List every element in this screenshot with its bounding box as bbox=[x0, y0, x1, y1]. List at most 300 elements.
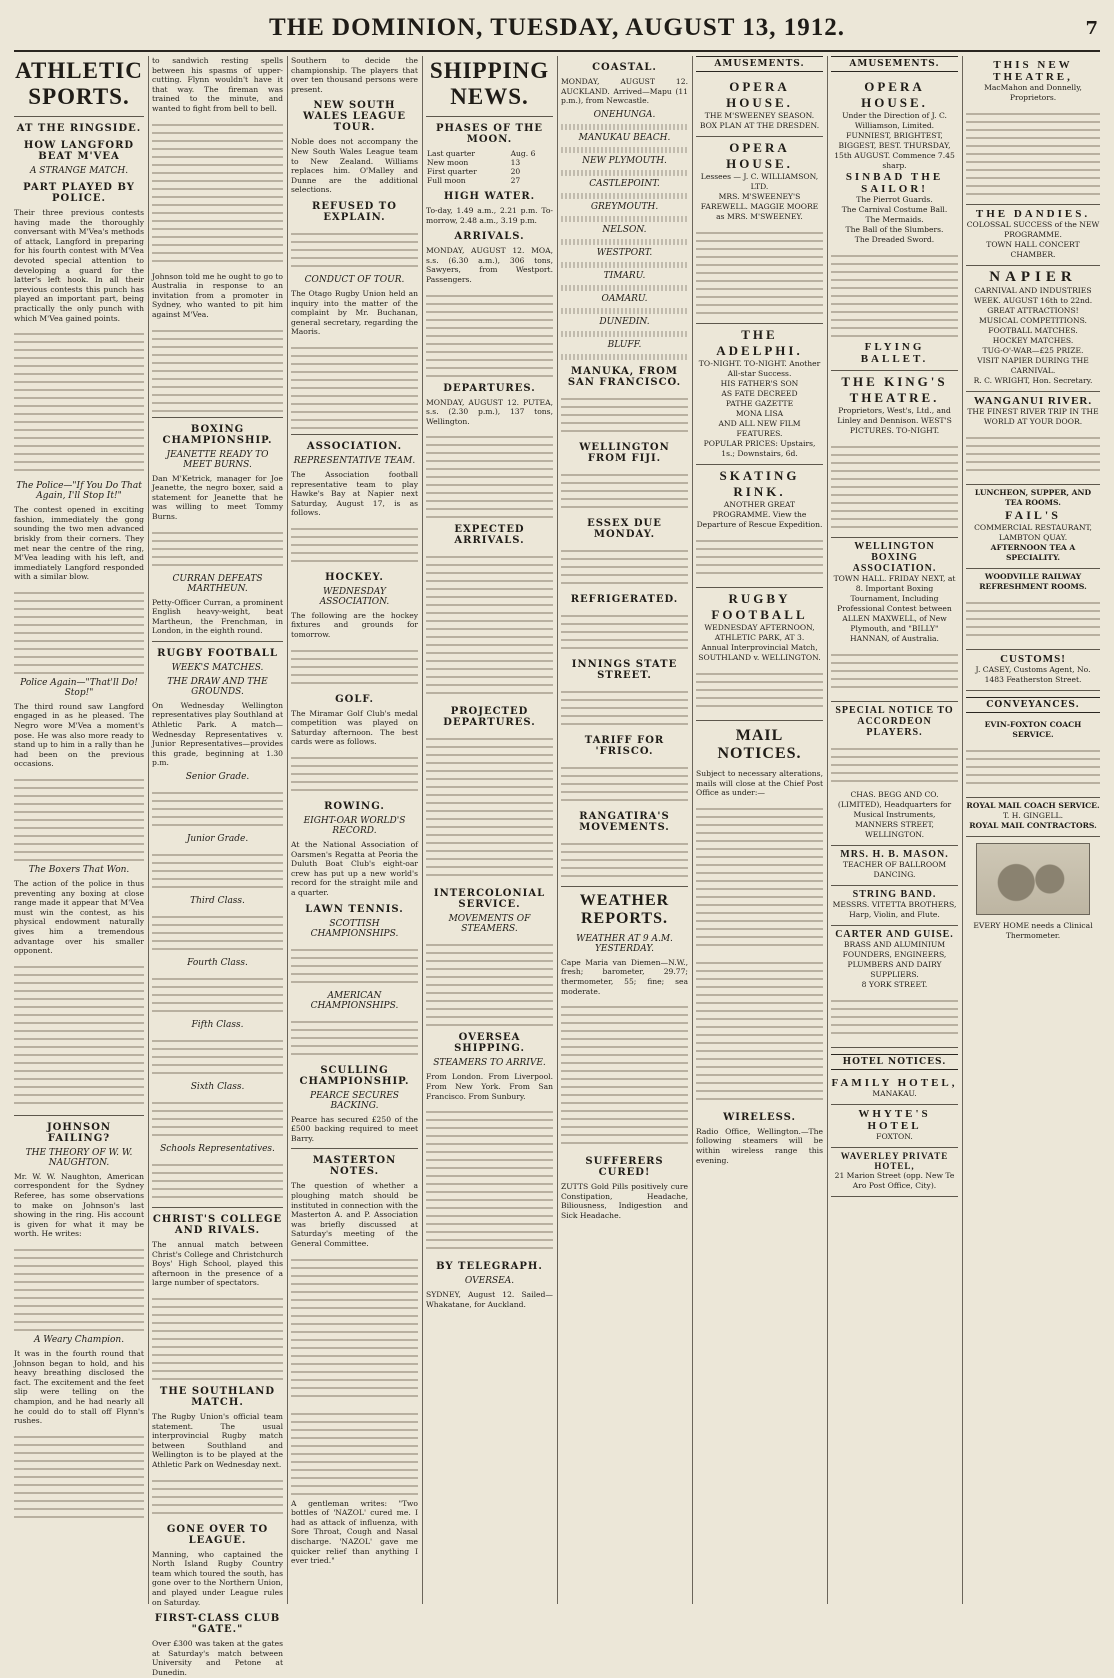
advert-title: THE DANDIES. bbox=[975, 208, 1091, 220]
film-title: MONA LISA bbox=[735, 409, 784, 418]
advert-title: FAMILY HOTEL, bbox=[831, 1077, 958, 1089]
text-block bbox=[291, 341, 418, 429]
text-line bbox=[561, 354, 688, 360]
column-amusements-2 bbox=[831, 56, 958, 1604]
advert-title: WELLINGTON BOXING ASSOCIATION. bbox=[852, 541, 937, 574]
advert-text: MESSRS. VITETTA BROTHERS, Harp, Violin, and Flute. bbox=[832, 900, 957, 919]
text-block bbox=[14, 586, 144, 674]
column-shipping bbox=[426, 56, 553, 1604]
section-header: CONVEYANCES. bbox=[966, 697, 1100, 713]
subheading: The Police—"If You Do That Again, I'll Stop It!" bbox=[16, 481, 142, 502]
advert-text: WEDNESDAY AFTERNOON, ATHLETIC PARK, AT 3. bbox=[704, 623, 815, 642]
advert-text: THE M'SWEENEY SEASON. bbox=[704, 111, 815, 120]
text-block bbox=[561, 1000, 688, 1150]
column-coastal-weather bbox=[561, 56, 688, 1604]
text-block bbox=[561, 685, 688, 729]
text-line bbox=[561, 170, 688, 176]
grade-heading: Junior Grade. bbox=[186, 834, 249, 845]
divider bbox=[291, 434, 418, 435]
advert-title: FAIL'S bbox=[1005, 508, 1061, 522]
text-block bbox=[966, 431, 1100, 475]
scene-item: The Pierrot Guards. bbox=[856, 195, 933, 204]
text-line bbox=[561, 331, 688, 337]
port-heading: TIMARU. bbox=[603, 270, 646, 281]
text-block bbox=[152, 324, 283, 412]
advert-text: MacMahon and Donnelly, Proprietors. bbox=[984, 83, 1082, 102]
subheading: HOCKEY. bbox=[325, 571, 384, 583]
subheading: BY TELEGRAPH. bbox=[436, 1261, 543, 1273]
amusements-header: AMUSEMENTS. bbox=[831, 56, 958, 72]
section-header: HOTEL NOTICES. bbox=[831, 1054, 958, 1070]
divider bbox=[291, 1148, 418, 1149]
text-block bbox=[291, 943, 418, 987]
advert-title: EVIN-FOXTON COACH SERVICE. bbox=[984, 720, 1082, 739]
subheading: LAWN TENNIS. bbox=[305, 903, 404, 915]
divider bbox=[426, 116, 553, 117]
text-line bbox=[561, 262, 688, 268]
article-text: The action of the police in thus preventing any boxing at close range made it appear that M'Vea must win the contest, as his physical endowment naturally gives him a tremendous advantage over his smaller opponent. bbox=[14, 879, 144, 956]
article-text: The third round saw Langford engaged in as he pleased. The Negro wore M'Vea a moment's pose. He was also more ready to stand up to him in a rally than he had been on the previous occasions. bbox=[14, 701, 144, 769]
subheading: WIRELESS. bbox=[723, 1111, 796, 1123]
subheading: OVERSEA SHIPPING. bbox=[454, 1032, 525, 1055]
article-text: Radio Office, Wellington.—The following steamers will be within wireless range this evening. bbox=[696, 1126, 823, 1165]
text-block bbox=[152, 1096, 283, 1140]
text-block bbox=[426, 430, 553, 518]
scene-item: The Mermaids. bbox=[865, 215, 924, 224]
divider bbox=[14, 116, 144, 117]
subheading: COASTAL. bbox=[592, 62, 657, 73]
show-title: SINBAD THE SAILOR! bbox=[845, 171, 944, 195]
article-text: Over £300 was taken at the gates at Saturday's match between University and Petone at Dunedin. bbox=[152, 1639, 283, 1677]
table-row bbox=[426, 167, 553, 176]
subheading: EXPECTED ARRIVALS. bbox=[454, 524, 525, 547]
advert-text: J. CASEY, Customs Agent, No. 1483 Featherston Street. bbox=[975, 665, 1091, 684]
advert-opera-house-sinbad bbox=[831, 76, 958, 371]
scene-item: The Dreaded Sword. bbox=[854, 235, 935, 244]
grade-heading: Schools Representatives. bbox=[160, 1144, 275, 1155]
subheading: WEDNESDAY ASSOCIATION. bbox=[319, 586, 390, 607]
text-block bbox=[561, 544, 688, 588]
article-text: Manning, who captained the North Island Rugby Country team which toured the south, has gone over to the Northern Union, and played under League rules on Saturday. bbox=[152, 1549, 283, 1607]
scene-item: The Ball of the Slumbers. bbox=[845, 225, 944, 234]
advert-title: NAPIER bbox=[989, 269, 1077, 285]
grade-heading: Sixth Class. bbox=[190, 1082, 245, 1093]
subheading: NEW SOUTH WALES LEAGUE TOUR. bbox=[302, 100, 406, 134]
grade-heading: Third Class. bbox=[190, 896, 245, 907]
text-block bbox=[152, 526, 283, 570]
advert-text: 8 YORK STREET. bbox=[861, 980, 928, 989]
advert-text: BRASS AND ALUMINIUM FOUNDERS, ENGINEERS, PLUMBERS AND DAIRY SUPPLIERS. bbox=[842, 940, 947, 979]
table-cell: New moon bbox=[427, 158, 469, 167]
advert-title: WAVERLEY PRIVATE HOTEL, bbox=[840, 1151, 949, 1171]
table-cell: 27 bbox=[510, 176, 521, 185]
advert-title: WOODVILLE RAILWAY REFRESHMENT ROOMS. bbox=[979, 572, 1087, 591]
subheading: PHASES OF THE MOON. bbox=[435, 123, 544, 145]
subheading: SCULLING CHAMPIONSHIP. bbox=[299, 1064, 410, 1087]
text-line bbox=[561, 193, 688, 199]
column-rule bbox=[827, 56, 828, 1604]
text-block bbox=[14, 327, 144, 477]
advert-signature: R. C. WRIGHT, Hon. Secretary. bbox=[973, 376, 1093, 385]
article-text: to sandwich resting spells between his spasms of upper-cutting. Flynn wouldn't have it that way. The fireman was trained to the minute, and wanted to fight from bell to bell. bbox=[152, 56, 283, 113]
text-block bbox=[966, 596, 1100, 640]
page-number: 7 bbox=[1085, 18, 1098, 39]
advert-title: WANGANUI RIVER. bbox=[973, 395, 1093, 407]
advert-feature: FLYING BALLET. bbox=[860, 341, 929, 365]
text-block bbox=[831, 249, 958, 337]
advert-text: CHAS. BEGG AND CO. (LIMITED), Headquarters for Musical Instruments, MANNERS STREET, WELLINGTON. bbox=[837, 790, 952, 839]
advert-title: OPERA HOUSE. bbox=[726, 79, 793, 110]
advert-text: TEACHER OF BALLROOM DANCING. bbox=[842, 860, 947, 879]
advert-string-band bbox=[831, 886, 958, 926]
subheading: PART PLAYED BY POLICE. bbox=[23, 182, 135, 204]
advertisement-text: ZUTTS Gold Pills positively cure Constipation, Headache, Biliousness, Indigestion and Sick Headache. bbox=[561, 1182, 688, 1220]
advert-dandies bbox=[966, 205, 1100, 266]
article-text: The Association football representative team to play Hawke's Bay at Napier next Saturday, August 17, is as follows. bbox=[291, 469, 418, 518]
advert-text: Annual Interprovincial Match, SOUTHLAND v. WELLINGTON. bbox=[698, 643, 821, 662]
advert-text: AND ALL NEW FILM FEATURES. bbox=[718, 419, 801, 438]
text-block bbox=[831, 742, 958, 786]
advert-text: COLOSSAL SUCCESS of the NEW PROGRAMME. bbox=[966, 220, 1100, 239]
advert-tea-rooms bbox=[966, 485, 1100, 569]
advert-family-hotel bbox=[831, 1074, 958, 1105]
text-block bbox=[561, 392, 688, 436]
divider bbox=[152, 417, 283, 418]
advert-text: THE FINEST RIVER TRIP IN THE WORLD AT YOUR DOOR. bbox=[967, 407, 1099, 426]
advert-text: Proprietors, West's, Ltd., and Linley and Dennison. WEST'S PICTURES. TO-NIGHT. bbox=[837, 406, 952, 435]
column-rule bbox=[557, 56, 558, 1604]
article-text: The contest opened in exciting fashion, immediately the gong sounding the two men advanced briskly from their corners. They met near the centre of the ring, M'Vea leading with his left, and immediately Langford responded with a similar blow. bbox=[14, 505, 144, 582]
article-text: MONDAY, AUGUST 12. PUTEA, s.s. (2.30 p.m.), 137 tons, Wellington. bbox=[426, 397, 553, 426]
article-text: Pearce has secured £250 of the £500 backing required to meet Barry. bbox=[291, 1114, 418, 1143]
section-title: MAIL NOTICES. bbox=[717, 727, 802, 762]
subheading: THE THEORY OF W. W. NAUGHTON. bbox=[25, 1147, 133, 1168]
article-text: Johnson told me he ought to go to Australia in response to an invitation from a promoter in Sydney, who wanted to pit him against M'Vea. bbox=[152, 271, 283, 319]
advert-title: SPECIAL NOTICE TO ACCORDEON PLAYERS. bbox=[835, 705, 954, 738]
subheading: STEAMERS TO ARRIVE. bbox=[433, 1058, 546, 1069]
text-line bbox=[561, 216, 688, 222]
advert-kings-theatre bbox=[831, 371, 958, 538]
text-block bbox=[291, 522, 418, 566]
advert-text: TOWN HALL. FRIDAY NEXT, at 8. Important Boxing Tournament, Including Professional Contest between ALLEN MAXWELL, of New Plymouth, and "BILLY" HANNAN, of Australia. bbox=[833, 574, 956, 643]
advert-coach-1 bbox=[966, 717, 1100, 798]
article-text: Mr. W. W. Naughton, American correspondent for the Sydney Referee, has some observations to make on Johnson's last showing in the ring. His account is given for what it may be worth. He writes: bbox=[14, 1171, 144, 1239]
column-rule bbox=[148, 56, 149, 1604]
article-text: The following are the hockey fixtures and grounds for tomorrow. bbox=[291, 610, 418, 640]
advert-title: MRS. H. B. MASON. bbox=[840, 849, 949, 860]
grade-heading: Fourth Class. bbox=[187, 958, 248, 969]
subheading: A Weary Champion. bbox=[33, 1334, 125, 1345]
advert-text: 21 Marion Street (opp. New Te Aro Post Office, City). bbox=[834, 1171, 955, 1190]
article-text: Southern to decide the championship. The players that over ten thousand persons were present. bbox=[291, 56, 418, 94]
text-line bbox=[561, 285, 688, 291]
subheading: EIGHT-OAR WORLD'S RECORD. bbox=[303, 816, 406, 837]
advert-text: VISIT NAPIER DURING THE CARNIVAL. bbox=[977, 356, 1089, 375]
text-block bbox=[831, 994, 958, 1038]
text-block bbox=[696, 534, 823, 578]
table-cell: Aug. 6 bbox=[510, 149, 536, 158]
column-rule bbox=[692, 56, 693, 1604]
article-text: Their three previous contests having made the thoroughly conversant with M'Vea's methods of attack, Langford in preparing for his fourth contest with M'Vea devoted special attention to developing a guard for the latter's left hook. In all their previous contests this punch has played an important part, being practically the only punch with which M'Vea gained points. bbox=[14, 208, 144, 323]
text-block bbox=[152, 118, 283, 268]
text-line bbox=[561, 239, 688, 245]
text-block bbox=[14, 960, 144, 1110]
article-text: On Wednesday Wellington representatives play Southland at Athletic Park. A match—Wednesday Representatives v. Junior Representatives—provides this grade, beginning at 1.30 p.m. bbox=[152, 700, 283, 768]
port-heading: CASTLEPOINT. bbox=[589, 178, 660, 189]
text-block bbox=[152, 848, 283, 892]
advert-woodville-rooms bbox=[966, 569, 1100, 650]
article-text: Dan M'Ketrick, manager for Joe Jeanette, the negro boxer, said a statement for Jeanette that he was willing to meet Tommy Burns. bbox=[152, 473, 283, 521]
advert-text: T. H. GINGELL. bbox=[1002, 811, 1064, 820]
table-row bbox=[426, 176, 553, 185]
section-title: WEATHER REPORTS. bbox=[579, 891, 670, 927]
text-block bbox=[152, 786, 283, 830]
article-text: SYDNEY, August 12. Sailed—Whakatane, for Auckland. bbox=[426, 1290, 553, 1309]
subheading: ASSOCIATION. bbox=[306, 440, 403, 452]
article-text: Subject to necessary alterations, mails will close at the Chief Post Office as under:— bbox=[696, 769, 823, 798]
subheading: MASTERTON NOTES. bbox=[312, 1155, 397, 1178]
advert-customs bbox=[966, 650, 1100, 691]
subheading: WELLINGTON FROM FIJI. bbox=[579, 441, 670, 464]
subheading: CHRIST'S COLLEGE AND RIVALS. bbox=[152, 1214, 283, 1237]
table-row bbox=[426, 149, 553, 158]
text-block bbox=[966, 107, 1100, 195]
advert-text: FOXTON. bbox=[876, 1132, 913, 1141]
advert-accordeon bbox=[831, 702, 958, 846]
text-block bbox=[152, 1158, 283, 1202]
advert-adelphi bbox=[696, 324, 823, 465]
subheading: AMERICAN CHAMPIONSHIPS. bbox=[310, 990, 399, 1011]
column-rule bbox=[422, 56, 423, 1604]
text-block bbox=[152, 1474, 283, 1518]
column-athletic-sports bbox=[14, 56, 144, 1604]
attraction-item: GREAT ATTRACTIONS! bbox=[987, 306, 1079, 315]
advert-text: FUNNIEST, BRIGHTEST, BIGGEST, BEST. THURSDAY, 15th AUGUST. Commence 7.45 sharp. bbox=[834, 131, 955, 170]
article-text: The annual match between Christ's College and Christchurch Boys' High School, played this afternoon in the presence of a large number of spectators. bbox=[152, 1240, 283, 1288]
advert-title: THE KING'S THEATRE. bbox=[841, 374, 948, 405]
advert-new-theatre bbox=[966, 56, 1100, 205]
subheading: PROJECTED DEPARTURES. bbox=[443, 706, 536, 729]
advert-wanganui-river bbox=[966, 392, 1100, 485]
article-text: MONDAY, AUGUST 12. MOA, s.s. (6.30 a.m.), 306 tons, Sawyers, from Westport. Passengers. bbox=[426, 246, 553, 284]
article-text: The Rugby Union's official team statement. The usual interprovincial Rugby match between Southland and Wellington is to be played at the Athletic Park on Wednesday next. bbox=[152, 1412, 283, 1469]
table-cell: Full moon bbox=[427, 176, 466, 185]
attraction-item: FOOTBALL MATCHES. bbox=[988, 326, 1078, 335]
advert-title: THIS NEW THEATRE, bbox=[993, 59, 1073, 83]
subheading: WEATHER AT 9 A.M. YESTERDAY. bbox=[576, 933, 673, 954]
advert-text: MANAKAU. bbox=[872, 1089, 917, 1098]
advert-skating-rink bbox=[696, 465, 823, 588]
advert-text: POPULAR PRICES: Upstairs, 1s.; Downstairs, 6d. bbox=[703, 439, 816, 458]
table-cell: 20 bbox=[510, 167, 521, 176]
port-heading: MANUKAU BEACH. bbox=[578, 132, 671, 143]
advert-title: STRING BAND. bbox=[852, 889, 937, 900]
section-title: SHIPPING NEWS. bbox=[429, 58, 550, 109]
text-block bbox=[291, 227, 418, 271]
attraction-item: MUSICAL COMPETITIONS. bbox=[979, 316, 1087, 325]
advert-whytes-hotel bbox=[831, 1105, 958, 1148]
port-heading: ONEHUNGA. bbox=[593, 109, 656, 120]
subheading: INNINGS STATE STREET. bbox=[571, 658, 678, 681]
advert-text: Lessees — J. C. WILLIAMSON, LTD. bbox=[700, 172, 819, 191]
article-text: It was in the fourth round that Johnson began to hold, and his heavy breathing disclosed the fact. The excitement and the feet slip were telling on the champion, and he had nearly all he could do to stall off Flynn's rushes. bbox=[14, 1348, 144, 1426]
advert-text: TO-NIGHT. TO-NIGHT. Another All-star Success. bbox=[698, 359, 821, 378]
film-title: PATHE GAZETTE bbox=[725, 399, 794, 408]
advert-title: ROYAL MAIL COACH SERVICE. bbox=[966, 801, 1100, 810]
text-block bbox=[561, 837, 688, 881]
moon-phases-table bbox=[426, 149, 553, 185]
advert-title: LUNCHEON, SUPPER, AND TEA ROOMS. bbox=[974, 488, 1092, 507]
advert-text: BOX PLAN AT THE DRESDEN. bbox=[699, 121, 820, 130]
subheading: ROWING. bbox=[324, 801, 385, 813]
text-block bbox=[152, 910, 283, 954]
section-title: ATHLETIC SPORTS. bbox=[15, 58, 143, 109]
subheading: OVERSEA. bbox=[464, 1276, 515, 1287]
subheading: SCOTTISH CHAMPIONSHIPS. bbox=[310, 918, 399, 939]
subheading: The Boxers That Won. bbox=[28, 865, 130, 876]
column-sports-cont bbox=[152, 56, 283, 1677]
subheading: A STRANGE MATCH. bbox=[29, 166, 129, 176]
port-heading: BLUFF. bbox=[607, 339, 642, 350]
subheading: PEARCE SECURES BACKING. bbox=[310, 1090, 399, 1111]
article-text: At the National Association of Oarsmen's Regatta at Peoria the Duluth Boat Club's eight-oar crew has put up a new world's record for the straight mile and a quarter. bbox=[291, 840, 418, 897]
text-block bbox=[291, 751, 418, 795]
text-block bbox=[426, 732, 553, 882]
advert-title: OPERA HOUSE. bbox=[726, 140, 793, 171]
advert-title: WHYTE'S HOTEL bbox=[858, 1108, 931, 1132]
text-block bbox=[831, 648, 958, 692]
advert-text: Under the Direction of J. C. Williamson, Limited. bbox=[842, 111, 947, 130]
advert-title: ROYAL MAIL CONTRACTORS. bbox=[969, 821, 1097, 830]
text-block bbox=[426, 550, 553, 700]
subheading: TARIFF FOR 'FRISCO. bbox=[584, 734, 665, 757]
subheading: HOW LANGFORD BEAT M'VEA bbox=[23, 140, 135, 162]
text-block bbox=[14, 1430, 144, 1518]
article-text: The question of whether a ploughing match should be instituted in connection with the Masterton A. and P. Association was briefly discussed at Saturday's meeting of the General Committee. bbox=[291, 1181, 418, 1248]
advert-title: CARTER AND GUISE. bbox=[835, 929, 954, 940]
attraction-item: HOCKEY MATCHES. bbox=[992, 336, 1074, 345]
article-text: The Otago Rugby Union held an inquiry into the matter of the complaint by Mr. Buchanan, general secretary, regarding the Maoris. bbox=[291, 288, 418, 337]
column-amusements-1 bbox=[696, 56, 823, 1604]
subheading: THE SOUTHLAND MATCH. bbox=[159, 1386, 276, 1408]
subheading: WEEK'S MATCHES. bbox=[171, 662, 264, 673]
advertisement-illustration bbox=[976, 843, 1090, 915]
film-title: AS FATE DECREED bbox=[721, 389, 798, 398]
article-text: Petty-Officer Curran, a prominent English heavy-weight, beat Martheun, the Frenchman, in London, in the eighth round. bbox=[152, 597, 283, 636]
advert-text: MRS. M'SWEENEY'S FAREWELL. MAGGIE MOORE as MRS. M'SWEENEY. bbox=[700, 192, 819, 221]
subheading: THE DRAW AND THE GROUNDS. bbox=[167, 676, 268, 697]
text-block bbox=[426, 289, 553, 377]
subheading: ARRIVALS. bbox=[454, 231, 525, 243]
subheading: CONDUCT OF TOUR. bbox=[304, 274, 405, 285]
column-sports-3 bbox=[291, 56, 418, 1604]
divider bbox=[561, 886, 688, 887]
text-block bbox=[291, 644, 418, 688]
column-adverts bbox=[966, 56, 1100, 1604]
text-block bbox=[152, 1034, 283, 1078]
subheading: HIGH WATER. bbox=[443, 191, 536, 202]
text-block bbox=[561, 609, 688, 653]
text-block bbox=[696, 667, 823, 711]
text-block bbox=[14, 1243, 144, 1331]
text-block bbox=[696, 226, 823, 314]
subheading: RUGBY FOOTBALL bbox=[157, 647, 278, 659]
advert-text: COMMERCIAL RESTAURANT, LAMBTON QUAY. bbox=[974, 523, 1092, 542]
subheading: REFUSED TO EXPLAIN. bbox=[312, 200, 397, 223]
port-heading: GREYMOUTH. bbox=[590, 201, 659, 212]
text-block bbox=[561, 761, 688, 805]
port-heading: DUNEDIN. bbox=[599, 316, 650, 327]
text-block bbox=[152, 972, 283, 1016]
text-block bbox=[561, 468, 688, 512]
advert-text: ANOTHER GREAT PROGRAMME. View the Departure of Rescue Expedition. bbox=[696, 500, 823, 529]
subheading: CURRAN DEFEATS MARTHEUN. bbox=[172, 573, 263, 594]
article-text: MONDAY, AUGUST 12. AUCKLAND. Arrived—Mapu (11 p.m.), from Newcastle. bbox=[561, 77, 688, 106]
text-block bbox=[291, 1015, 418, 1059]
table-cell: 13 bbox=[510, 158, 521, 167]
text-block bbox=[152, 1292, 283, 1380]
advert-text: AFTERNOON TEA A SPECIALITY. bbox=[990, 543, 1076, 562]
text-line bbox=[561, 147, 688, 153]
divider bbox=[152, 1207, 283, 1208]
subheading: SUFFERERS CURED! bbox=[585, 1156, 664, 1179]
table-row bbox=[426, 158, 553, 167]
advert-boxing-association bbox=[831, 538, 958, 702]
divider bbox=[14, 1115, 144, 1116]
advert-waverley-hotel bbox=[831, 1148, 958, 1197]
advert-text: CARNIVAL AND INDUSTRIES WEEK. AUGUST 16th to 22nd. bbox=[973, 286, 1093, 305]
advert-carter-guise bbox=[831, 926, 958, 1048]
column-rule bbox=[287, 56, 288, 1604]
text-block bbox=[426, 938, 553, 1026]
advert-napier-carnival bbox=[966, 266, 1100, 392]
text-block bbox=[291, 1253, 418, 1403]
subheading: MOVEMENTS OF STEAMERS. bbox=[448, 914, 531, 935]
text-line bbox=[561, 308, 688, 314]
advert-opera-house-2 bbox=[696, 137, 823, 324]
masthead bbox=[14, 14, 1100, 52]
port-heading: OAMARU. bbox=[601, 293, 648, 304]
text-block bbox=[966, 744, 1100, 788]
advert-title: THE ADELPHI. bbox=[716, 327, 803, 358]
attraction-item: TUG-O'-WAR—£25 PRIZE. bbox=[982, 346, 1084, 355]
divider bbox=[152, 641, 283, 642]
text-block bbox=[14, 773, 144, 861]
advert-text: EVERY HOME needs a Clinical Thermometer. bbox=[973, 921, 1093, 940]
advert-coach-2 bbox=[966, 798, 1100, 837]
subheading: INTERCOLONIAL SERVICE. bbox=[433, 888, 546, 911]
advert-dancing bbox=[831, 846, 958, 886]
text-block bbox=[291, 1407, 418, 1495]
advert-title: RUGBY FOOTBALL bbox=[711, 591, 808, 622]
subheading: GONE OVER TO LEAGUE. bbox=[166, 1523, 269, 1546]
article-text: Cape Maria van Diemen—N.W., fresh; barometer, 29.77; thermometer, 55; fine; sea moderate. bbox=[561, 957, 688, 996]
grade-heading: Senior Grade. bbox=[185, 772, 250, 783]
advert-opera-house-1 bbox=[696, 76, 823, 137]
subheading: REFRIGERATED. bbox=[570, 593, 679, 605]
text-block bbox=[696, 802, 823, 952]
subheading: ESSEX DUE MONDAY. bbox=[587, 517, 662, 540]
subheading: AT THE RINGSIDE. bbox=[16, 123, 142, 134]
subheading: REPRESENTATIVE TEAM. bbox=[293, 455, 416, 466]
article-text: From London. From Liverpool. From New York. From San Francisco. From Sunbury. bbox=[426, 1072, 553, 1101]
subheading: BOXING CHAMPIONSHIP. bbox=[162, 423, 273, 446]
port-heading: WESTPORT. bbox=[596, 247, 653, 258]
advert-title: SKATING RINK. bbox=[719, 468, 800, 499]
grade-heading: Fifth Class. bbox=[191, 1020, 244, 1031]
table-cell: First quarter bbox=[427, 167, 477, 176]
subheading: FIRST-CLASS CLUB "GATE." bbox=[154, 1613, 281, 1636]
